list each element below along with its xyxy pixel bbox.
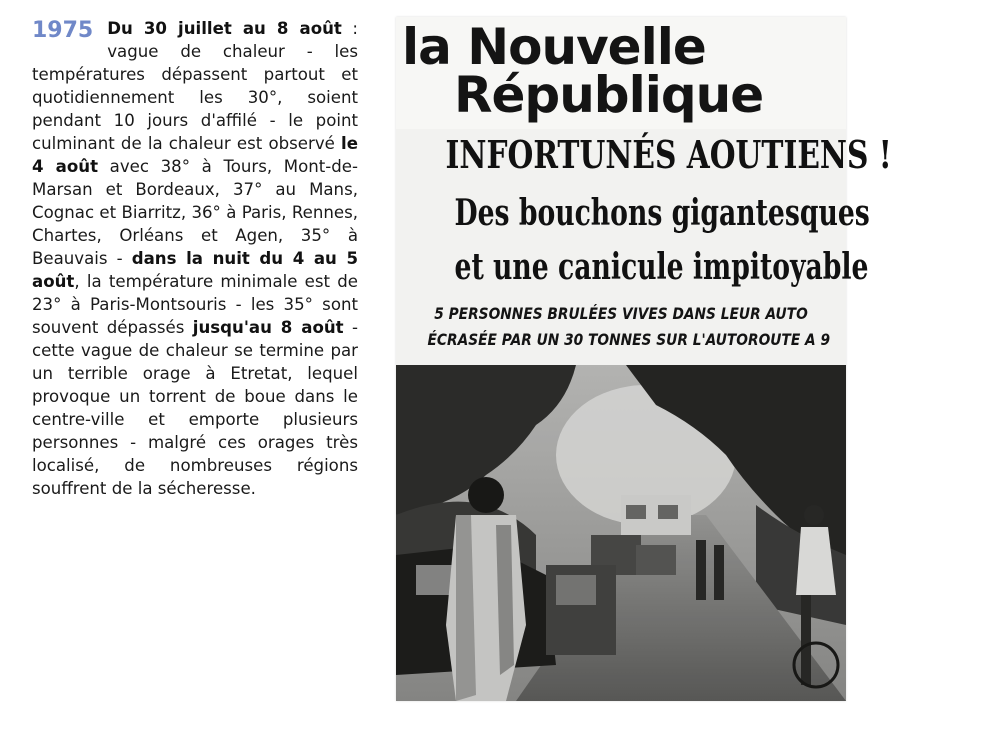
masthead: [396, 17, 846, 129]
end-date: jusqu'au 8 août: [192, 318, 344, 337]
year-label: 1975: [32, 18, 94, 43]
news-photo: [396, 365, 846, 701]
article-text-segment: avec 38° à Tours, Mont-de-Marsan et Bordeaux, 37° au Mans, Cognac et Biarritz, 36° à Paris, Rennes, Chartes, Orléans et Agen, 35° à Beauvais -: [32, 157, 359, 268]
masthead-line-2: République: [454, 66, 764, 124]
article-text: [32, 17, 358, 500]
night-date: dans la nuit du 4 au 5 août: [32, 249, 359, 291]
kicker-1: 5 PERSONNES BRULÉES VIVES DANS LEUR AUTO: [434, 304, 808, 323]
article-text-segment: - cette vague de chaleur se termine par un terrible orage à Etretat, lequel provoque un torrent de boue dans le centre-ville et emporte plusieurs personnes - malgré ces orages très localisé, de nombreuses régions souffrent de la sécheresse.: [32, 318, 358, 498]
subheadline-1: Des bouchons gigantesques: [454, 192, 870, 234]
article-body: [32, 19, 358, 498]
peak-date: le 4 août: [32, 134, 358, 176]
subheadline-2: et une canicule impitoyable: [454, 246, 869, 288]
date-range: Du 30 juillet au 8 août: [107, 19, 342, 38]
article-text-segment: , la température minimale est de 23° à Paris-Montsouris - les 35° sont souvent dépassés: [32, 272, 358, 337]
kicker-2: ÉCRASÉE PAR UN 30 TONNES SUR L'AUTOROUTE A 9: [427, 330, 831, 349]
article-text-segment: : vague de chaleur - les températures dépassent partout et quotidiennement les 30°, soient pendant 10 jours d'affilé - le point culminant de la chaleur est observé: [32, 19, 358, 153]
headline: INFORTUNÉS AOUTIENS !: [445, 132, 892, 177]
masthead-line-1: la Nouvelle: [402, 18, 706, 76]
newspaper-clipping: [396, 17, 892, 701]
